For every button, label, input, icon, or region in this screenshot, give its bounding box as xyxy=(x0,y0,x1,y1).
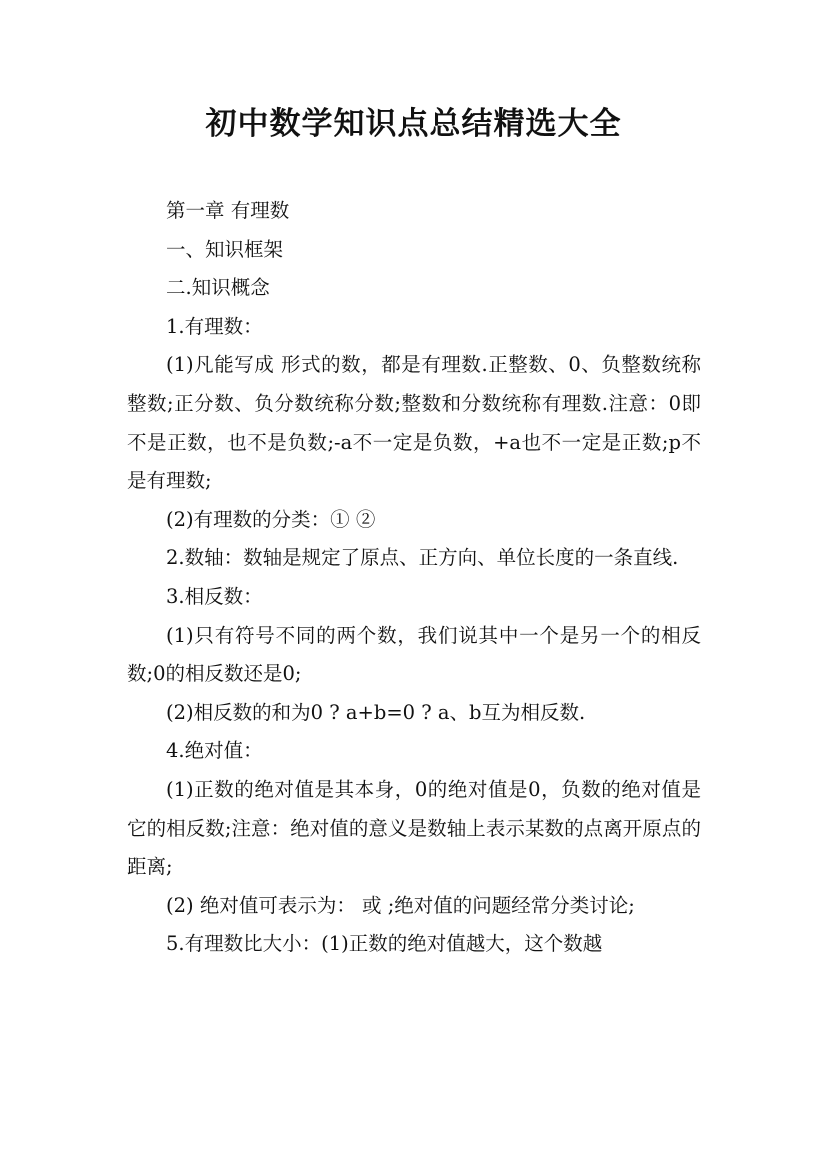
document-body xyxy=(127,192,701,964)
paragraph-rational-classification: (2)有理数的分类：① ② xyxy=(166,507,376,531)
section-heading-concepts: 二.知识概念 xyxy=(166,276,270,300)
paragraph-rational-definition: (1)凡能写成 形式的数，都是有理数.正整数、0、负整数统称整数;正分数、负分数统称分数;整数和分数统称有理数.注意：0即不是正数，也不是负数;-a不一定是负数，+a也不一定是正数;p不是有理数; xyxy=(127,353,701,493)
paragraph-absolute-expression: (2) 绝对值可表示为： 或 ;绝对值的问题经常分类讨论; xyxy=(166,893,635,917)
subsection-opposite-numbers: 3.相反数： xyxy=(166,584,263,608)
paragraph-comparison: 5.有理数比大小：(1)正数的绝对值越大，这个数越 xyxy=(166,932,603,956)
paragraph-number-line: 2.数轴：数轴是规定了原点、正方向、单位长度的一条直线. xyxy=(166,546,679,570)
chapter-heading: 第一章 有理数 xyxy=(166,199,290,222)
subsection-absolute-value: 4.绝对值： xyxy=(166,739,263,763)
section-heading-framework: 一、知识框架 xyxy=(166,237,284,261)
paragraph-opposite-sum: (2)相反数的和为0 ? a+b=0 ? a、b互为相反数. xyxy=(166,700,586,724)
paragraph-absolute-definition: (1)正数的绝对值是其本身，0的绝对值是0，负数的绝对值是它的相反数;注意：绝对值的意义是数轴上表示某数的点离开原点的距离; xyxy=(127,777,701,879)
paragraph-opposite-definition: (1)只有符号不同的两个数，我们说其中一个是另一个的相反数;0的相反数还是0; xyxy=(127,623,701,686)
subsection-rational-numbers: 1.有理数： xyxy=(166,314,263,338)
document-title: 初中数学知识点总结精选大全 xyxy=(205,106,622,142)
